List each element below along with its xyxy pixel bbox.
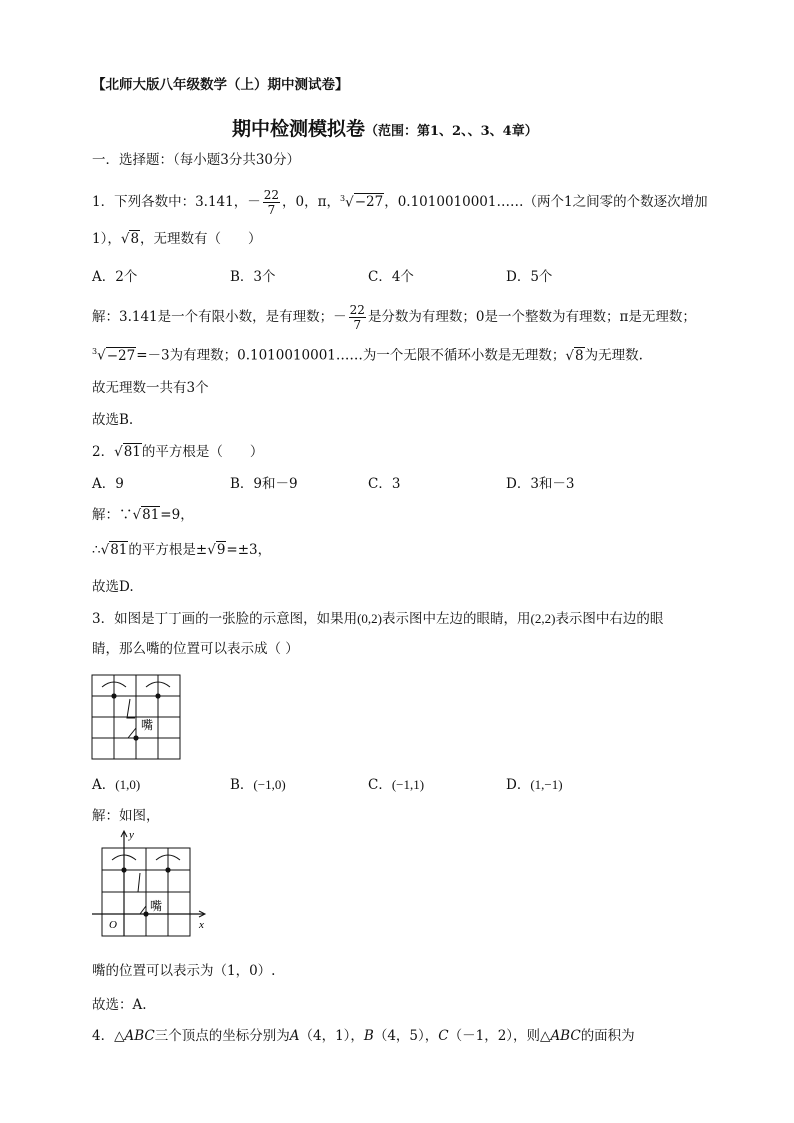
- q3-opt-b-val: (−1,0): [253, 777, 286, 792]
- q4-coord-a: （4，1），: [299, 1028, 364, 1044]
- q1-option-b: B．3个: [230, 269, 276, 285]
- q1-sol-b: 是分数为有理数；0是一个整数为有理数；π是无理数；: [367, 309, 696, 325]
- q3-stem-c: 表示图中右边的眼: [555, 611, 664, 627]
- doc-header: 【北师大版八年级数学（上）期中测试卷】: [92, 77, 349, 93]
- q2-sol-sqrt: √81: [132, 507, 160, 523]
- q1-answer: 故选B.: [92, 412, 134, 428]
- q3-opt-d-label: D．: [506, 777, 531, 793]
- section-heading: 一．选择题：（每小题3分共30分）: [92, 152, 301, 168]
- q3-right-eye: [155, 693, 160, 698]
- q3-sol-mouth-point: [143, 911, 148, 916]
- q1-stem-c: ，0.1010010001……（两个1之间零的个数逐次增加: [384, 194, 708, 210]
- q2-option-a: A．9: [92, 476, 124, 492]
- q2-stem: [92, 443, 263, 461]
- q4-point-a: A: [289, 1028, 300, 1044]
- q3-result: 嘴的位置可以表示为（1，0）.: [92, 963, 276, 979]
- q4-coord-c: （－1，2），则△: [448, 1028, 551, 1044]
- q2-sqrt: √81: [114, 444, 141, 460]
- q1-frac-den: 7: [267, 203, 276, 217]
- q3-origin-label: O: [109, 919, 117, 931]
- q2-solution-line2: [92, 541, 271, 559]
- q1-sol-cbrt-value: −27: [106, 347, 136, 364]
- q1-cbrt-index: 3: [340, 193, 346, 203]
- q1-sol-fraction: [349, 303, 366, 332]
- q3-opt-c-label: C．: [368, 777, 392, 793]
- q1-sol-sqrt-value: 8: [574, 347, 584, 364]
- q3-coord2: (2,2): [530, 611, 556, 626]
- q1-line2-a: 1），: [92, 231, 121, 247]
- q4-coord-b: （4，5），: [373, 1028, 439, 1044]
- q4-point-b: B: [363, 1028, 374, 1044]
- q3-y-label: y: [129, 829, 134, 841]
- q2-sol2-b: 的平方根是±: [128, 542, 208, 558]
- q3-sol-left-eye: [121, 867, 126, 872]
- q1-sqrt: √8: [120, 231, 140, 247]
- q2-sol2-a: ∴: [92, 542, 101, 558]
- q2-sol2-c: =±3，: [226, 542, 272, 558]
- q3-stem-a: 3．如图是丁丁画的一张脸的示意图，如果用: [92, 611, 358, 627]
- q1-option-c: C．4个: [368, 269, 414, 285]
- q1-sqrt-value: 8: [130, 231, 140, 247]
- q2-option-c: C．3: [368, 476, 401, 492]
- q3-option-a: [92, 776, 140, 794]
- q3-stem-line2: 睛，那么嘴的位置可以表示成（ ）: [92, 641, 299, 657]
- q2-solution-line1: [92, 506, 194, 524]
- q2-sol2-sqrt9: √9: [207, 542, 226, 558]
- q3-sol-mouth-label: 嘴: [150, 899, 163, 913]
- q1-sol-cbrt-index: 3: [92, 347, 98, 356]
- q1-sol2-a: =－3为有理数；0.1010010001……为一个无限不循环小数是无理数；: [136, 347, 566, 364]
- q3-option-c: [368, 776, 424, 794]
- q3-coord1: (0,2): [357, 611, 383, 626]
- q4-stem-a: 4．△: [92, 1028, 125, 1044]
- q1-sol-sqrt: √8: [565, 347, 584, 364]
- q3-sol-right-eye: [165, 867, 170, 872]
- q2-option-b: B．9和－9: [230, 476, 298, 492]
- q1-line2-b: ，无理数有（ ）: [140, 231, 262, 247]
- q1-option-a: A．2个: [92, 269, 138, 285]
- q3-stem-b: 表示图中左边的眼睛，用: [382, 611, 531, 627]
- q1-cbrt-value: −27: [354, 194, 384, 210]
- q1-solution-line2: [92, 343, 643, 365]
- q2-sqrt-value: 81: [123, 444, 141, 460]
- q2-answer: 故选D.: [92, 579, 134, 595]
- q3-solution-figure: [88, 828, 218, 940]
- q1-cube-root: $^3$√−27: [340, 193, 384, 210]
- q2-stem-a: 2．: [92, 444, 115, 460]
- q1-sol2-b: 为无理数.: [584, 347, 643, 364]
- q1-stem-b: ，0，π，: [282, 194, 340, 210]
- page-title: [232, 114, 538, 141]
- q1-solution-line1: [92, 303, 696, 332]
- q3-answer: 故选：A.: [92, 997, 147, 1013]
- q1-fraction: [263, 188, 280, 217]
- q1-stem: [92, 188, 708, 217]
- q3-opt-c-val: (−1,1): [391, 777, 425, 792]
- q4-triangle-name-2: ABC: [550, 1028, 581, 1044]
- q3-option-b: [230, 776, 286, 794]
- q1-sol-a: 解：3.141是一个有限小数，是有理数；－: [92, 309, 347, 325]
- q4-triangle-name: ABC: [124, 1028, 155, 1044]
- q4-stem-c: 的面积为: [580, 1028, 635, 1044]
- q3-opt-b-label: B．: [230, 777, 254, 793]
- q2-stem-b: 的平方根是（ ）: [141, 444, 264, 460]
- q2-sol2-sqrt81-value: 81: [110, 542, 128, 558]
- q3-nose: [127, 699, 135, 718]
- q2-sol2-sqrt81: √81: [100, 542, 128, 558]
- q3-option-d: [506, 776, 563, 794]
- q3-stem: [92, 610, 663, 628]
- q1-option-d: D．5个: [506, 269, 553, 285]
- q1-frac-num: 22: [263, 188, 280, 202]
- q4-point-c: C: [438, 1028, 449, 1044]
- q1-stem-line2: [92, 230, 262, 248]
- q4-stem: [92, 1027, 635, 1045]
- q3-grid: [92, 675, 180, 759]
- q1-sol-frac-num: 22: [349, 303, 365, 317]
- q1-stem-a: 1．下列各数中：3.141，－: [92, 194, 261, 210]
- q2-option-d: D．3和－3: [506, 476, 575, 492]
- q4-stem-b: 三个顶点的坐标分别为: [154, 1028, 290, 1044]
- q1-sol-cube-root: $^3$√−27: [92, 347, 136, 364]
- q3-opt-a-val: (1,0): [115, 777, 141, 792]
- q3-sol-nose: [138, 873, 146, 892]
- q3-opt-a-label: A．: [92, 777, 116, 793]
- q3-mouth-point: [133, 735, 138, 740]
- q3-mouth-label: 嘴: [141, 718, 154, 732]
- q3-opt-d-val: (1,−1): [530, 777, 563, 792]
- q1-sol-frac-den: 7: [353, 318, 362, 332]
- q1-solution-line3: 故无理数一共有3个: [92, 380, 209, 396]
- q3-x-label: x: [199, 919, 204, 931]
- q2-sol-a: 解：∵: [92, 507, 133, 523]
- q2-sol2-sqrt9-value: 9: [216, 542, 226, 558]
- title-main: 期中检测模拟卷: [232, 118, 366, 140]
- title-scope: （范围：第1、2、、3、4章）: [365, 124, 538, 139]
- q3-left-eye: [111, 693, 116, 698]
- q3-solution: 解：如图，: [92, 808, 160, 824]
- q3-face-figure: [90, 673, 182, 763]
- q2-sol-sqrt-value: 81: [142, 507, 160, 523]
- q2-sol-b: =9，: [160, 507, 194, 523]
